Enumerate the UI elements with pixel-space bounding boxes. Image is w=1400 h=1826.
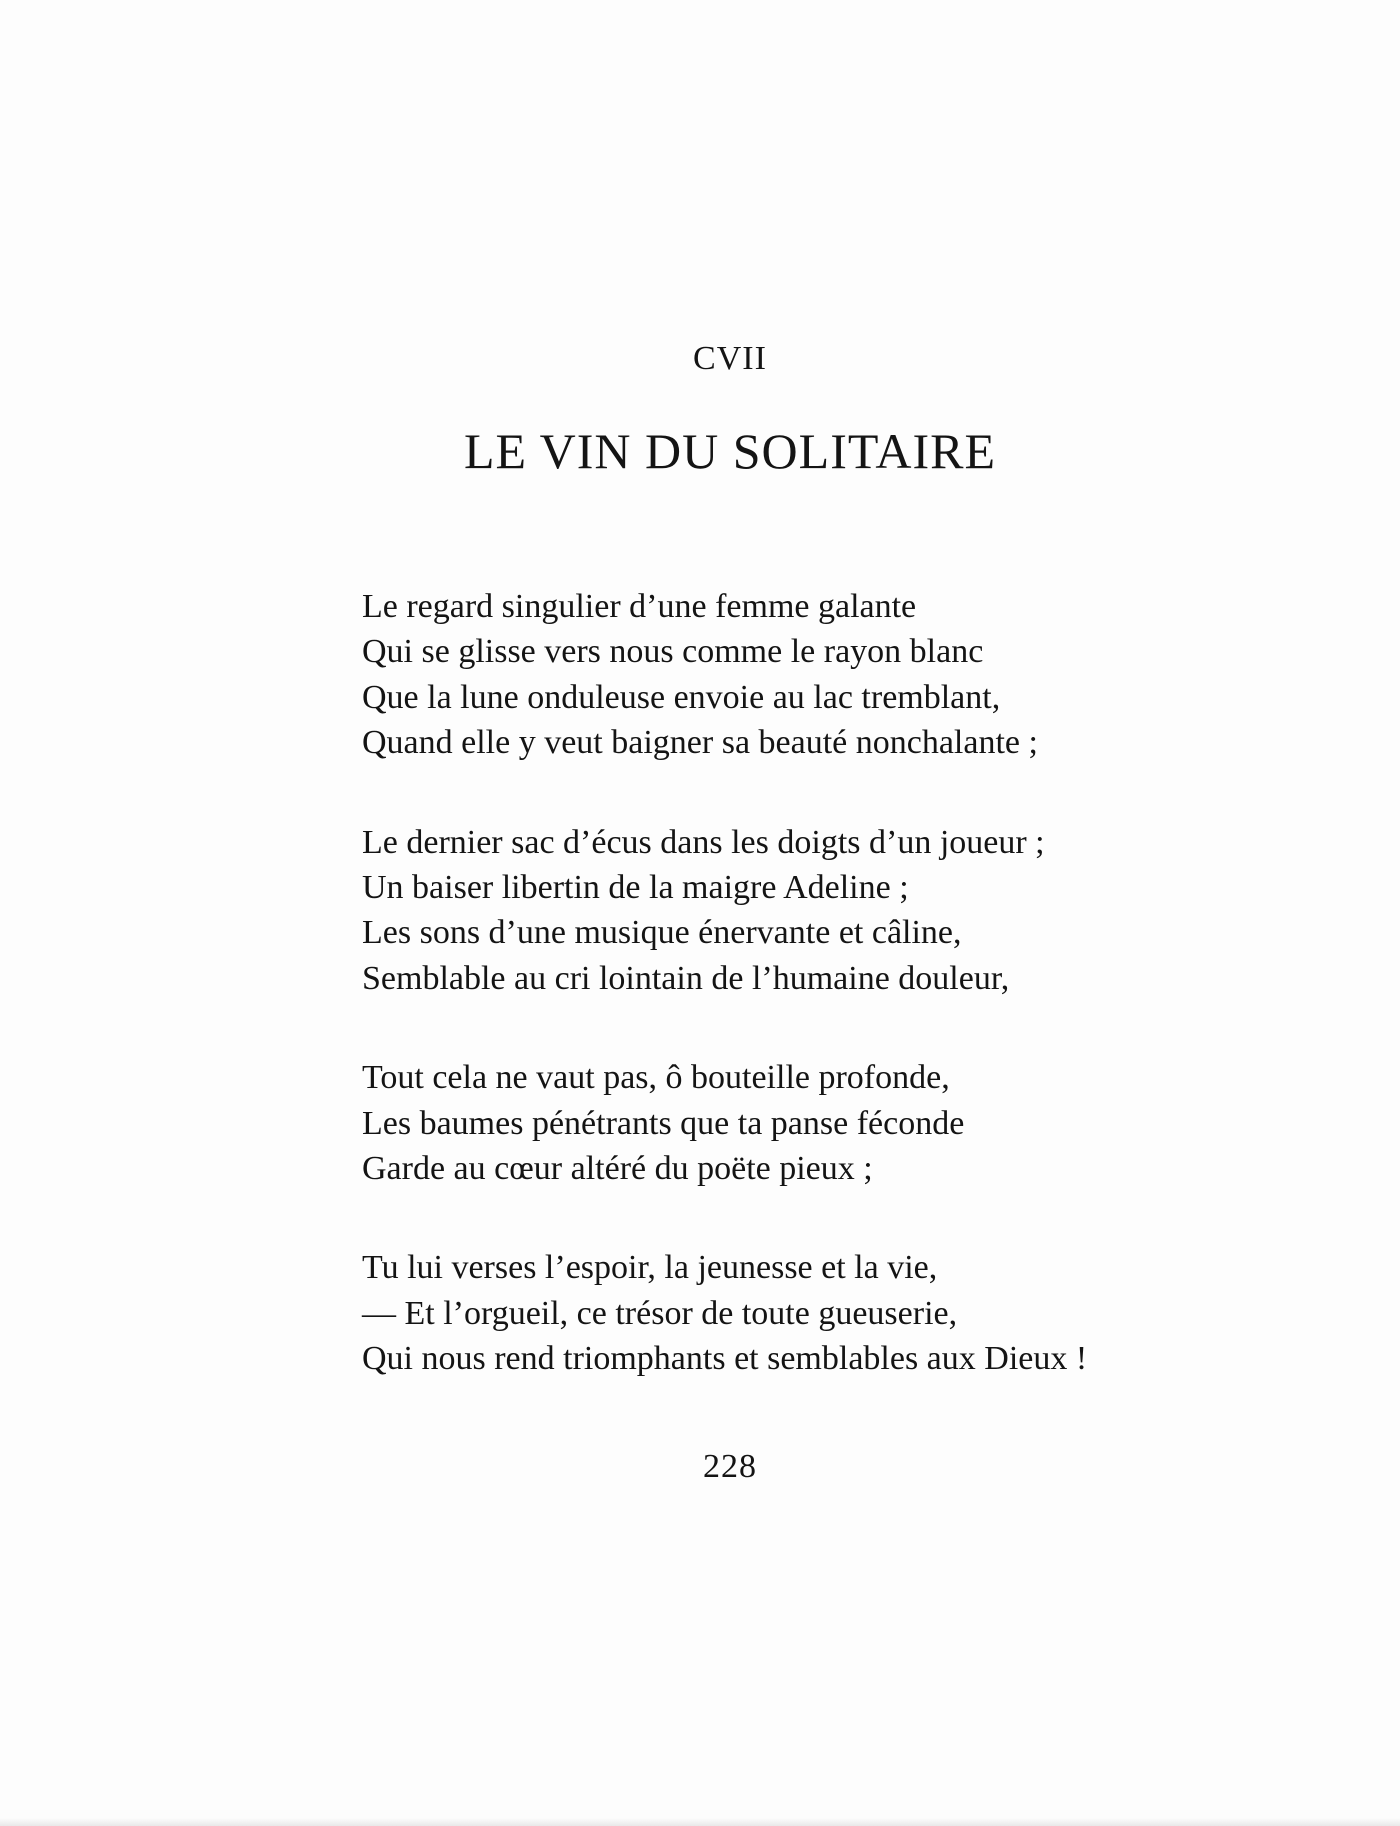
poem-body: [362, 584, 1362, 1436]
verse-line: Tout cela ne vaut pas, ô bouteille profonde,: [362, 1059, 950, 1097]
page-number: 228: [703, 1448, 757, 1485]
page-edge: [0, 1818, 1400, 1826]
verse-line: Qui nous rend triomphants et semblables aux Dieux !: [362, 1340, 1088, 1378]
verse-line: Les baumes pénétrants que ta panse féconde: [362, 1104, 965, 1142]
verse-line: Qui se glisse vers nous comme le rayon blanc: [362, 633, 984, 671]
verse-line: Tu lui verses l’espoir, la jeunesse et la vie,: [362, 1249, 938, 1287]
verse-line: Le regard singulier d’une femme galante: [362, 588, 917, 625]
stanza-3: [362, 1055, 1362, 1191]
verse-line: Garde au cœur altéré du poëte pieux ;: [362, 1150, 873, 1188]
verse-line: Un baiser libertin de la maigre Adeline ;: [362, 869, 909, 907]
verse-line: Que la lune onduleuse envoie au lac tremblant,: [362, 678, 1001, 716]
stanza-2: [362, 820, 1362, 1002]
verse-line: Le dernier sac d’écus dans les doigts d’un joueur ;: [362, 823, 1045, 861]
poem-number: CVII: [693, 340, 767, 377]
verse-line: Les sons d’une musique énervante et câline,: [362, 914, 962, 952]
verse-line: — Et l’orgueil, ce trésor de toute gueuserie,: [362, 1294, 958, 1332]
verse-line: Quand elle y veut baigner sa beauté nonchalante ;: [362, 724, 1038, 762]
poem-title: LE VIN DU SOLITAIRE: [463, 423, 997, 479]
stanza-4: [362, 1245, 1362, 1381]
stanza-1: [362, 584, 1362, 766]
verse-line: Semblable au cri lointain de l’humaine douleur,: [362, 959, 1010, 997]
